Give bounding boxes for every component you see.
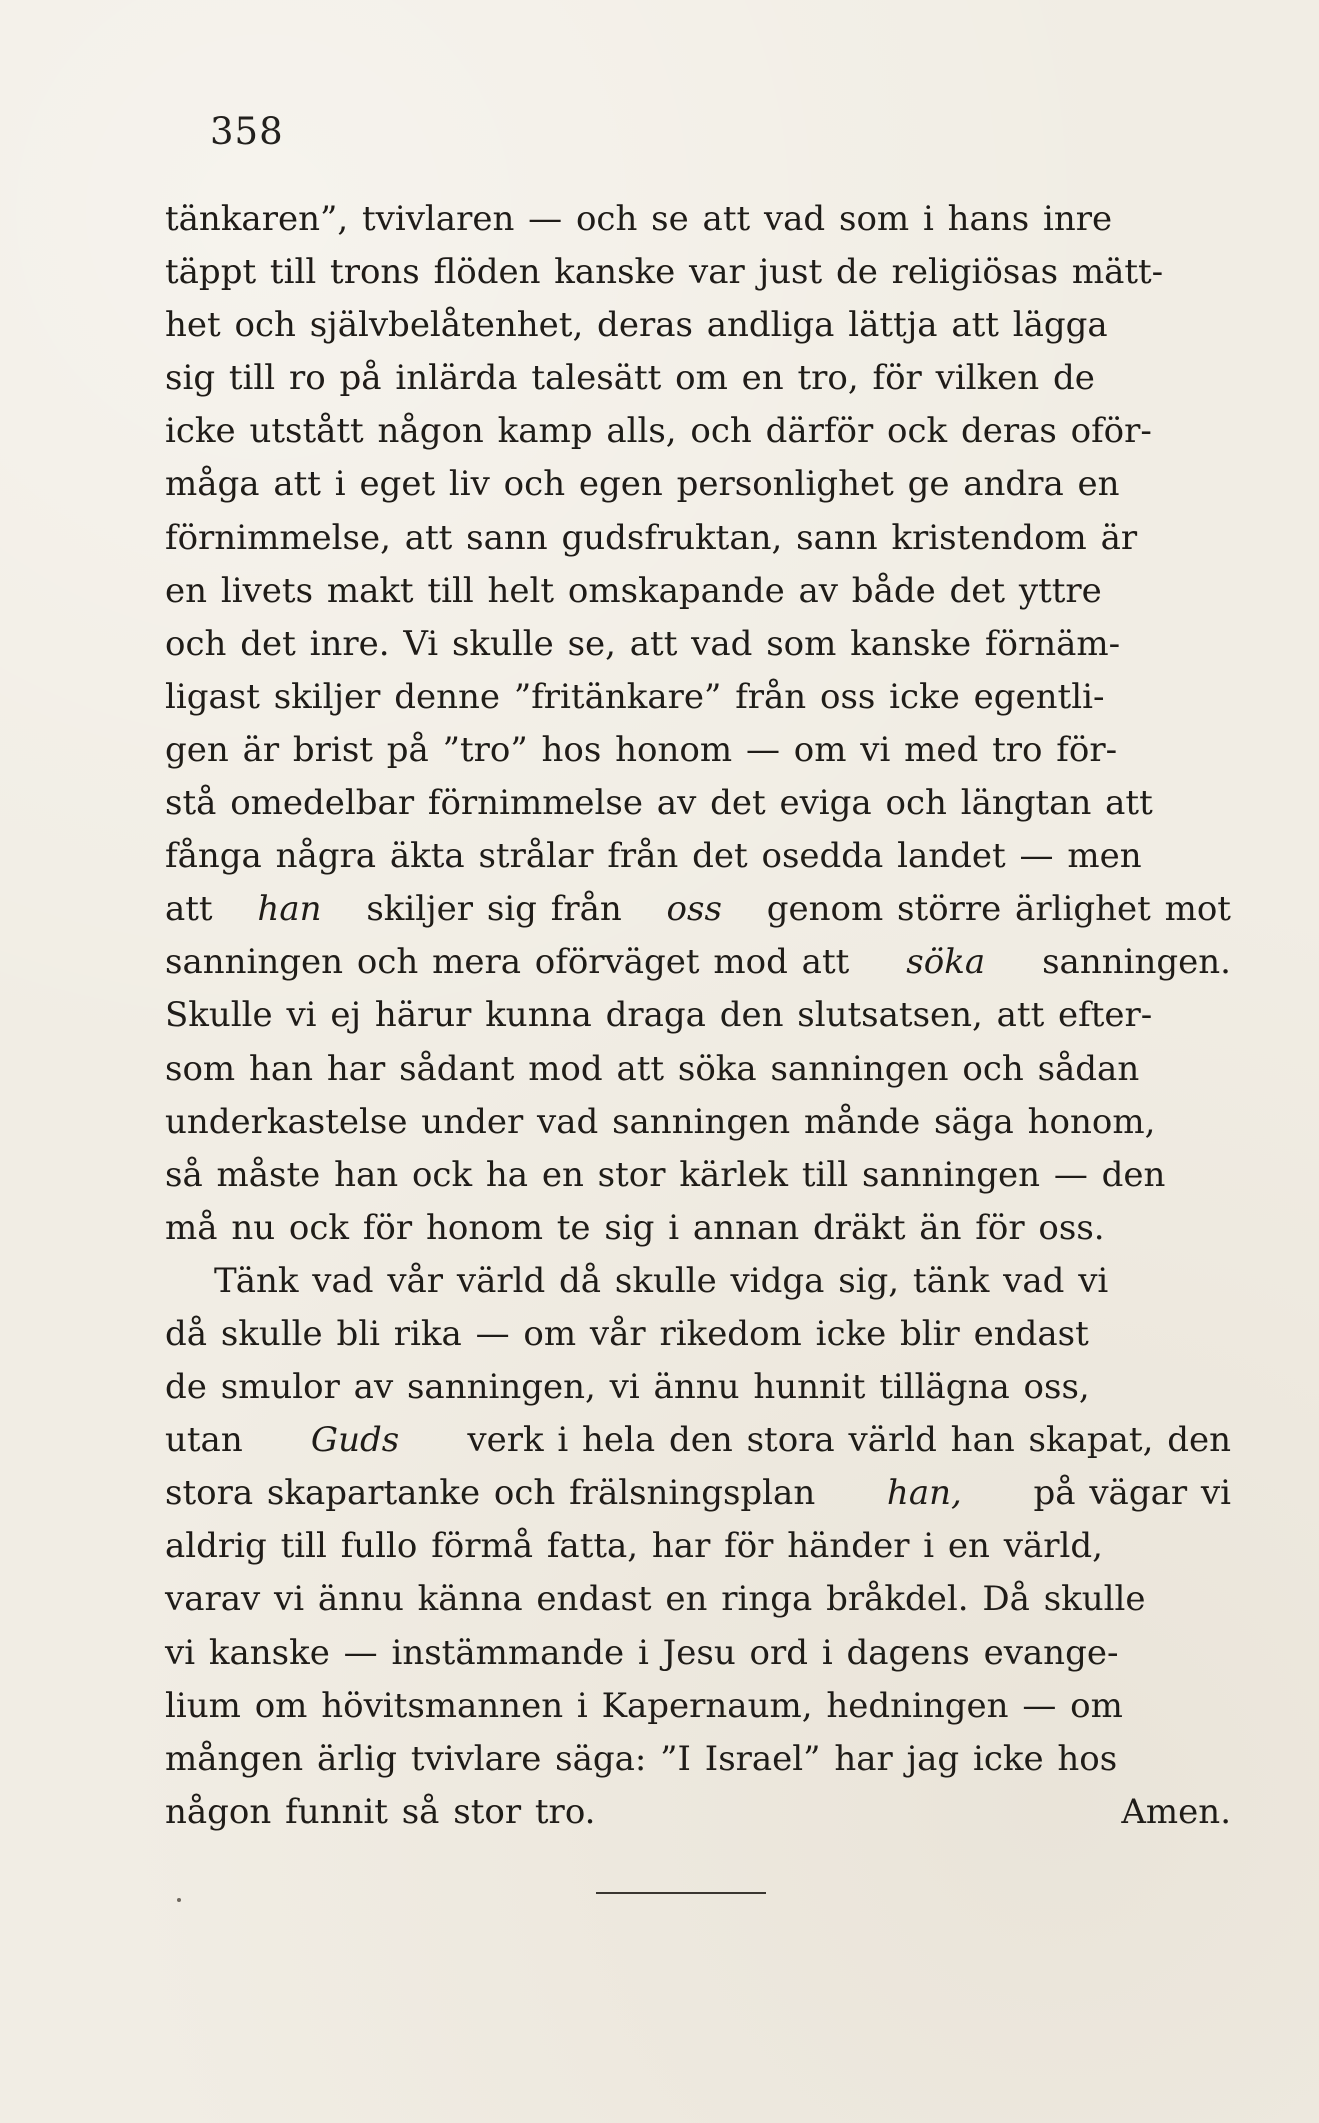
text-line-16: Skulle vi ej härur kunna draga den slutsatsen, att efter- [165,995,1153,1036]
text-line-11: gen är brist på ”tro” hos honom — om vi med tro för- [165,729,1118,770]
text-line-30: mången ärlig tvivlare säga: ”I Israel” har jag icke hos [165,1738,1118,1779]
text-line-12: stå omedelbar förnimmelse av det eviga och längtan att [165,783,1153,824]
text-line-8: en livets makt till helt omskapande av både det yttre [165,570,1102,611]
text-line-13: fånga några äkta strålar från det osedda landet — men [165,836,1142,877]
text-line-5: icke utstått någon kamp alls, och därför ock deras oför- [165,411,1152,452]
text-line-18: underkastelse under vad sanningen månde säga honom, [165,1101,1156,1142]
text-line-27: varav vi ännu känna endast en ringa bråkdel. Då skulle [165,1579,1146,1620]
text-line-10: ligast skiljer denne ”fritänkare” från oss icke egentli- [165,676,1105,717]
emphasis-han: han [257,889,322,930]
text-line-17: som han har sådant mod att söka sanningen och sådan [165,1048,1140,1089]
amen-signoff: Amen. [1121,1791,1231,1832]
text-line-31: någon funnit så stor tro. Amen. [165,1786,1231,1839]
text-line-26: aldrig till fullo förmå fatta, har för händer i en värld, [165,1526,1103,1567]
text-line-22: då skulle bli rika — om vår rikedom icke blir endast [165,1313,1089,1354]
text-line-25: stora skapartanke och frälsningsplan han, på vägar vi [165,1467,1231,1520]
text-line-24: utan Guds verk i hela den stora värld han skapat, den [165,1414,1231,1467]
page-number: 358 [210,110,284,153]
text-line-9: och det inre. Vi skulle se, att vad som kanske förnäm- [165,623,1121,664]
text-line-15: sanningen och mera oförväget mod att söka sanningen. [165,936,1231,989]
text-line-19: så måste han ock ha en stor kärlek till sanningen — den [165,1154,1166,1195]
text-line-3: het och självbelåtenhet, deras andliga lättja att lägga [165,305,1108,346]
emphasis-guds: Guds [310,1420,400,1461]
emphasis-soka: söka [906,942,986,983]
sermon-text-block [165,193,1231,1839]
text-line-6: måga att i eget liv och egen personlighet ge andra en [165,464,1120,505]
text-line-23: de smulor av sanningen, vi ännu hunnit tillägna oss, [165,1367,1090,1408]
text-line-14: att han skiljer sig från oss genom större ärlighet mot [165,883,1231,936]
text-line-7: förnimmelse, att sann gudsfruktan, sann kristendom är [165,517,1138,558]
text-line-2: täppt till trons flöden kanske var just de religiösas mätt- [165,252,1164,293]
end-rule [596,1892,766,1894]
text-line-28: vi kanske — instämmande i Jesu ord i dagens evange- [165,1632,1119,1673]
text-line-4: sig till ro på inlärda talesätt om en tro, för vilken de [165,358,1095,399]
text-line-20: må nu ock för honom te sig i annan dräkt än för oss. [165,1207,1105,1248]
text-line-21: Tänk vad vår värld då skulle vidga sig, tänk vad vi [214,1260,1109,1301]
text-line-29: lium om hövitsmannen i Kapernaum, hedningen — om [165,1685,1123,1726]
ink-speck [177,1898,181,1902]
text-line-1: tänkaren”, tvivlaren — och se att vad som i hans inre [165,199,1113,239]
emphasis-han-2: han, [886,1473,962,1514]
emphasis-oss: oss [666,889,722,930]
